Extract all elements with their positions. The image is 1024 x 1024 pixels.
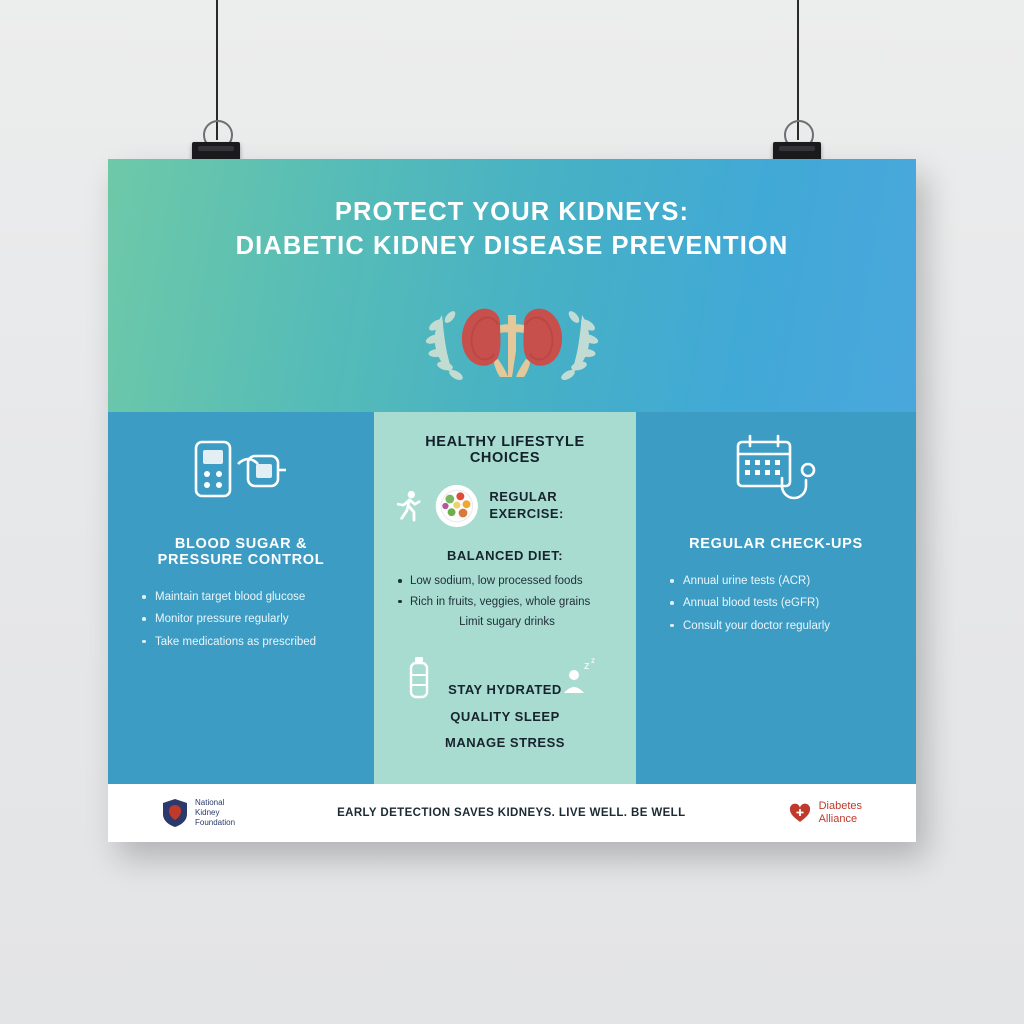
exercise-label: REGULAR EXERCISE: xyxy=(489,489,564,521)
hanging-wire-left xyxy=(216,0,218,140)
column-blood-sugar-pressure xyxy=(108,412,374,784)
svg-text:z: z xyxy=(584,660,590,673)
column-left-heading: BLOOD SUGAR & PRESSURE CONTROL xyxy=(157,536,325,568)
list-item: Maintain target blood glucose xyxy=(142,586,352,608)
logo-right-line-1: Diabetes xyxy=(818,799,862,812)
diet-bullet-list xyxy=(392,571,618,633)
lifestyle-stats-block xyxy=(392,655,618,765)
footer-logo-right-text xyxy=(819,800,862,826)
infographic-poster xyxy=(108,159,916,842)
glucose-meter-and-blood-pressure-cuff-icon xyxy=(130,412,352,508)
list-item: Rich in fruits, veggies, whole grains xyxy=(396,592,618,613)
list-item: Take medications as prescribed xyxy=(142,631,352,653)
logo-right-line-2: Alliance xyxy=(818,813,858,825)
poster-title-line-1: PROTECT YOUR KIDNEYS: xyxy=(334,198,690,226)
stat-stay-hydrated: STAY HYDRATED xyxy=(448,682,562,698)
footer-tagline: EARLY DETECTION SAVES KIDNEYS. LIVE WELL. BE WELL xyxy=(337,807,686,819)
column-left-bullet-list xyxy=(130,586,352,653)
logo-left-line-2: Kidney xyxy=(195,808,220,817)
list-item: Annual blood tests (eGFR) xyxy=(670,592,894,614)
column-middle-heading: HEALTHY LIFESTYLE CHOICES xyxy=(425,434,585,466)
poster-columns xyxy=(108,412,916,784)
exercise-diet-row xyxy=(392,480,618,532)
column-regular-checkups xyxy=(636,412,916,784)
hanging-wire-right xyxy=(797,0,799,140)
calendar-with-stethoscope-icon xyxy=(658,412,894,508)
svg-text:z: z xyxy=(591,656,595,666)
column-healthy-lifestyle xyxy=(374,412,636,784)
list-item: Monitor pressure regularly xyxy=(142,608,352,630)
poster-header xyxy=(108,159,916,412)
list-item: Annual urine tests (ACR) xyxy=(670,570,894,592)
stat-quality-sleep: QUALITY SLEEP xyxy=(450,708,560,724)
logo-left-line-1: National xyxy=(195,798,225,807)
plate-of-food-icon xyxy=(434,480,480,532)
footer-logo-left-text xyxy=(195,798,235,828)
column-right-bullet-list xyxy=(658,570,894,637)
kidney-shield-logo-icon xyxy=(162,798,188,828)
poster-title-line-2: DIABETIC KIDNEY DISEASE PREVENTION xyxy=(235,231,789,260)
kidneys-with-laurel-wreath-icon xyxy=(412,285,612,395)
column-right-heading: REGULAR CHECK-UPS xyxy=(689,536,863,552)
running-person-icon xyxy=(392,486,424,526)
list-item: Low sodium, low processed foods xyxy=(396,571,618,592)
diet-title: BALANCED DIET: xyxy=(446,548,564,563)
heart-logo-icon xyxy=(788,801,812,825)
poster-footer xyxy=(108,784,916,842)
list-item: Limit sugary drinks xyxy=(459,616,555,629)
stat-manage-stress: MANAGE STRESS xyxy=(445,735,565,751)
logo-left-line-3: Foundation xyxy=(195,818,236,827)
footer-logo-left xyxy=(162,798,235,828)
list-item: Consult your doctor regularly xyxy=(670,615,894,637)
footer-logo-right xyxy=(788,800,862,826)
